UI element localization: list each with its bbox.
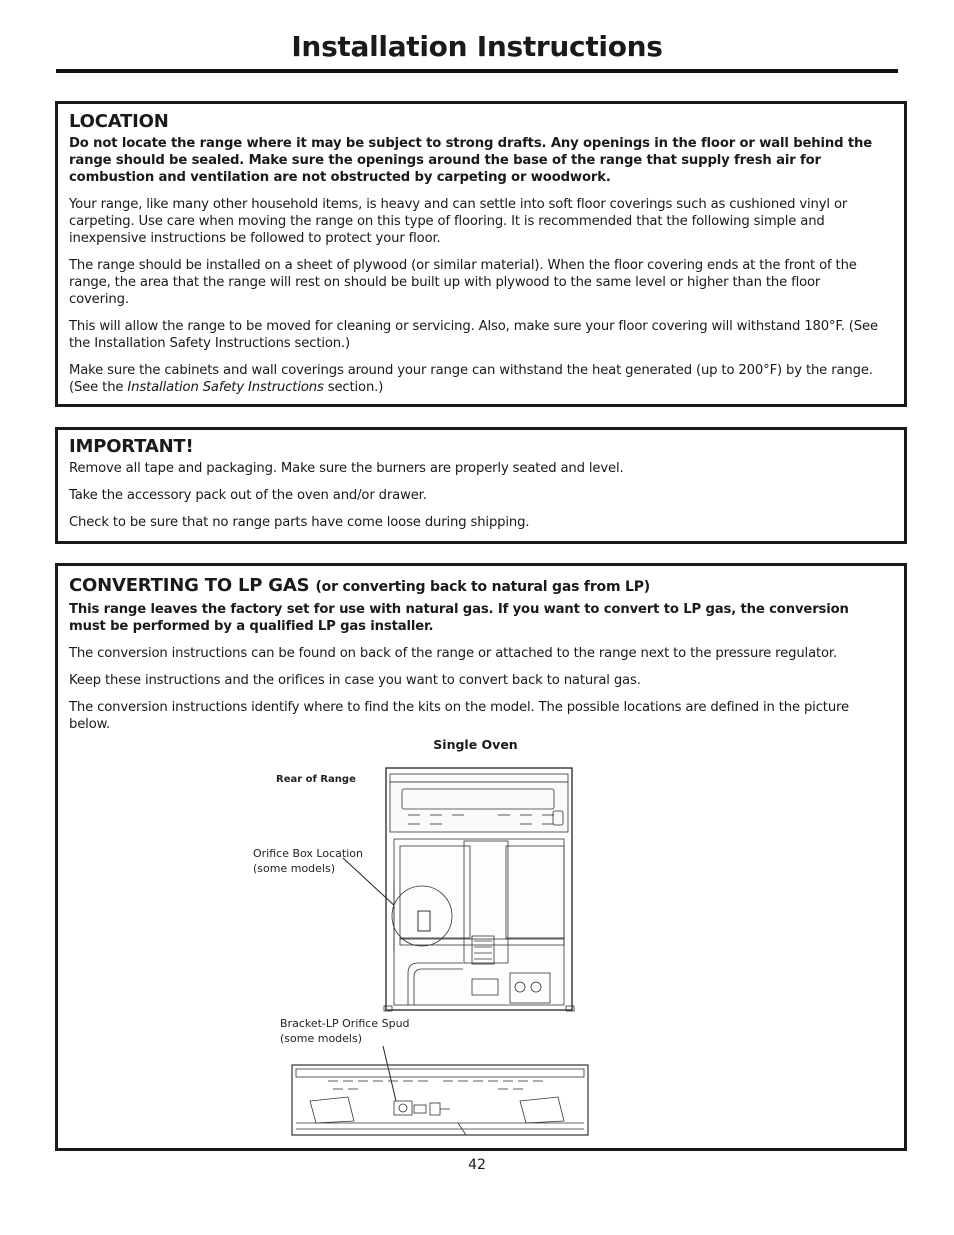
important-item: Remove all tape and packaging. Make sure the burners are properly seated and level. (69, 461, 624, 476)
figure-caption: Single Oven (433, 737, 518, 752)
location-p4-end: section.) (323, 380, 384, 395)
lp-heading-main: CONVERTING TO LP GAS (69, 575, 310, 596)
important-heading: IMPORTANT! (69, 436, 194, 457)
location-paragraph-4 (69, 362, 904, 396)
lp-warning: This range leaves the factory set for use with natural gas. If you want to convert to LP gas, the conversion must be performed by a qualified LP gas installer. (69, 602, 849, 634)
important-item: Take the accessory pack out of the oven and/or drawer. (69, 488, 427, 503)
orifice-box-sublabel: (some models) (253, 862, 336, 875)
lp-heading-sub: (or converting back to natural gas from LP) (315, 579, 650, 595)
orifice-box-label: Orifice Box Location (253, 847, 363, 860)
page-title: Installation Instructions (291, 30, 663, 63)
location-paragraph-1: Your range, like many other household items, is heavy and can settle into soft floor coverings such as cushioned vinyl or carpeting. Use care when moving the range on this type of flooring. It is recommended that the following simple and inexpensive instructions be followed to protect your floor. (69, 197, 848, 246)
bracket-orifice-spud-view (292, 1065, 588, 1135)
range-rear-view (384, 768, 574, 1011)
location-p4-reference: Installation Safety Instructions (127, 380, 324, 395)
location-paragraph-2: The range should be installed on a sheet of plywood (or similar material). When the floor covering ends at the front of the range, the area that the range will rest on should be built up with plywood to the same level or higher than the floor covering. (69, 258, 857, 307)
bracket-sublabel: (some models) (280, 1032, 363, 1045)
important-section (55, 427, 907, 544)
lp-heading (69, 575, 904, 596)
lp-conversion-section (55, 563, 907, 1151)
lp-paragraph-3: The conversion instructions identify where to find the kits on the model. The possible locations are defined in the picture below. (69, 700, 849, 732)
location-paragraph-3: This will allow the range to be moved for cleaning or servicing. Also, make sure your floor covering will withstand 180°F. (See the Installation Safety Instructions section.) (69, 319, 878, 351)
orifice-box-leader (343, 858, 397, 908)
title-rule (56, 69, 898, 73)
important-item: Check to be sure that no range parts have come loose during shipping. (69, 515, 530, 530)
single-oven-diagram (58, 751, 893, 1141)
rear-of-range-label: Rear of Range (276, 774, 356, 785)
page-number: 42 (468, 1157, 486, 1173)
lp-paragraph-2: Keep these instructions and the orifices in case you want to convert back to natural gas. (69, 673, 641, 688)
location-p4-text: Make sure the cabinets and wall coverings around your range can withstand the heat generated (up to 200°F) by the range. (See the (69, 363, 873, 395)
location-heading: LOCATION (69, 111, 169, 132)
bracket-leader (383, 1046, 396, 1101)
location-section (55, 101, 907, 407)
location-warning: Do not locate the range where it may be subject to strong drafts. Any openings in the floor or wall behind the range should be sealed. Make sure the openings around the base of the range that supply fresh air for combustion and ventilation are not obstructed by carpeting or woodwork. (69, 136, 873, 185)
bracket-label: Bracket-LP Orifice Spud (280, 1017, 410, 1030)
lp-paragraph-1: The conversion instructions can be found on back of the range or attached to the range next to the pressure regulator. (69, 646, 838, 661)
